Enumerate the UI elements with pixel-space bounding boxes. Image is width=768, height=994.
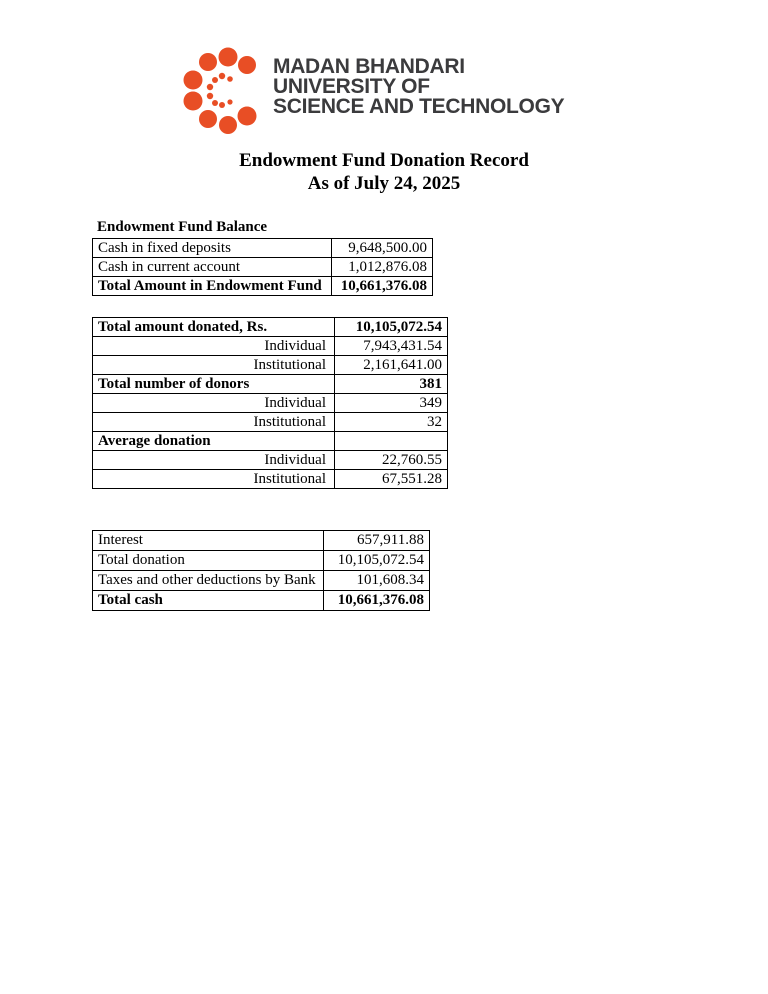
row-value: 22,760.55 (335, 451, 448, 470)
row-label: Total Amount in Endowment Fund (93, 277, 332, 296)
row-value: 657,911.88 (324, 531, 430, 551)
table-row (93, 375, 448, 394)
table-row (93, 337, 448, 356)
row-label: Cash in current account (93, 258, 332, 277)
table-row (93, 356, 448, 375)
row-value: 381 (335, 375, 448, 394)
row-value: 10,661,376.08 (332, 277, 433, 296)
row-label: Total number of donors (93, 375, 335, 394)
row-label: Individual (93, 451, 335, 470)
document-title (0, 149, 768, 195)
document-title-line-1: Endowment Fund Donation Record (239, 150, 529, 171)
row-value: 1,012,876.08 (332, 258, 433, 277)
table-row (93, 470, 448, 489)
table-row (93, 531, 430, 551)
row-label: Institutional (93, 413, 335, 432)
table-row (93, 318, 448, 337)
table-row (93, 451, 448, 470)
university-name-line-1: MADAN BHANDARI (273, 55, 465, 78)
document-title-line-2: As of July 24, 2025 (307, 173, 461, 194)
row-value: 32 (335, 413, 448, 432)
table-row (93, 571, 430, 591)
table-row (93, 239, 433, 258)
university-logo-dots-icon (183, 47, 267, 137)
table-row (93, 394, 448, 413)
row-value: 7,943,431.54 (335, 337, 448, 356)
cash-summary-table (92, 530, 430, 611)
row-label: Taxes and other deductions by Bank (93, 571, 324, 591)
row-label: Cash in fixed deposits (93, 239, 332, 258)
row-value: 349 (335, 394, 448, 413)
row-value (335, 432, 448, 451)
row-value: 10,105,072.54 (335, 318, 448, 337)
table-row (93, 432, 448, 451)
row-label: Institutional (93, 470, 335, 489)
table-row (93, 277, 433, 296)
table-row (93, 591, 430, 611)
university-wordmark (273, 57, 564, 117)
row-label: Total cash (93, 591, 324, 611)
row-value: 2,161,641.00 (335, 356, 448, 375)
donation-summary-table (92, 317, 448, 489)
row-label: Total donation (93, 551, 324, 571)
balance-table-caption: Endowment Fund Balance (97, 219, 268, 235)
university-name-line-3: SCIENCE AND TECHNOLOGY (273, 95, 565, 118)
row-label: Total amount donated, Rs. (93, 318, 335, 337)
row-value: 9,648,500.00 (332, 239, 433, 258)
table-row (93, 551, 430, 571)
university-name-line-2: UNIVERSITY OF (273, 75, 430, 98)
row-label: Institutional (93, 356, 335, 375)
endowment-balance-table (92, 238, 433, 296)
row-label: Average donation (93, 432, 335, 451)
table-row (93, 413, 448, 432)
row-label: Individual (93, 337, 335, 356)
row-value: 101,608.34 (324, 571, 430, 591)
row-value: 10,661,376.08 (324, 591, 430, 611)
row-label: Interest (93, 531, 324, 551)
row-value: 10,105,072.54 (324, 551, 430, 571)
row-value: 67,551.28 (335, 470, 448, 489)
table-row (93, 258, 433, 277)
row-label: Individual (93, 394, 335, 413)
